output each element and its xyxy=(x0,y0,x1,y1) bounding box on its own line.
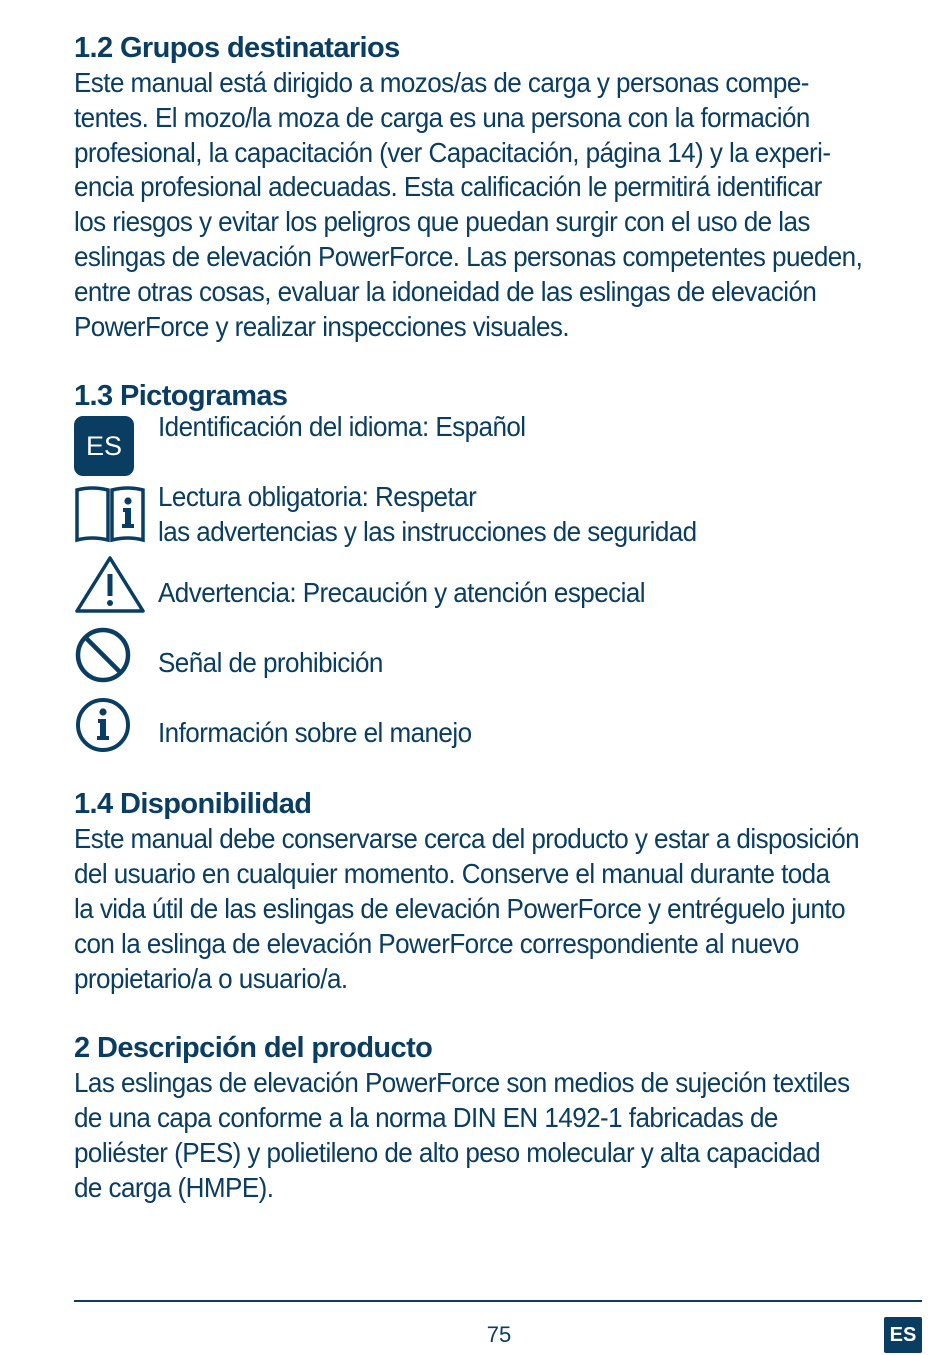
text-line: PowerForce y realizar inspecciones visuales. xyxy=(74,310,570,342)
pictogram-label xyxy=(158,716,472,751)
section-product-description xyxy=(74,1030,934,1205)
paragraph xyxy=(74,66,934,344)
text-line: entre otras cosas, evaluar la idoneidad de las eslingas de elevación xyxy=(74,275,817,307)
pictogram-row xyxy=(74,481,934,554)
section-heading: 1.4 Disponibilidad xyxy=(74,788,312,821)
text-line: propietario/a o usuario/a. xyxy=(74,962,348,994)
text-line: Este manual está dirigido a mozos/as de carga y personas compe- xyxy=(74,67,809,98)
text-line: tentes. El mozo/la moza de carga es una persona con la formación xyxy=(74,101,810,133)
text-line: Este manual debe conservarse cerca del producto y estar a disposición xyxy=(74,823,860,855)
section-heading: 1.3 Pictogramas xyxy=(74,380,288,413)
section-availability xyxy=(74,786,934,996)
text-line: Lectura obligatoria: Respetar xyxy=(158,481,477,513)
pictogram-label xyxy=(158,646,383,681)
pictogram-label xyxy=(158,576,645,611)
pictogram-label xyxy=(158,410,526,445)
text-line: Identificación del idioma: Español xyxy=(158,411,526,443)
paragraph xyxy=(74,1066,934,1205)
text-line: de carga (HMPE). xyxy=(74,1171,274,1203)
text-line: Información sobre el manejo xyxy=(158,717,472,749)
text-line: la vida útil de las eslingas de elevación PowerForce y entréguelo junto xyxy=(74,892,845,924)
section-heading: 1.2 Grupos destinatarios xyxy=(74,32,400,64)
info-circle-icon xyxy=(74,696,134,761)
language-es-badge-icon: ES xyxy=(74,416,134,476)
text-line: con la eslinga de elevación PowerForce correspondiente al nuevo xyxy=(74,927,799,959)
paragraph xyxy=(74,822,934,996)
section-heading: 2 Descripción del producto xyxy=(74,1032,433,1065)
page-content xyxy=(74,30,934,1240)
pictogram-row xyxy=(74,624,934,694)
section-target-groups xyxy=(74,30,934,344)
warning-triangle-icon xyxy=(74,554,146,619)
footer-divider xyxy=(74,1300,922,1302)
text-line: las advertencias y las instrucciones de seguridad xyxy=(158,516,697,548)
read-manual-icon xyxy=(74,484,146,551)
pictogram-row xyxy=(74,411,934,484)
text-line: profesional, la capacitación (ver Capacitación, página 14) y la experi- xyxy=(74,136,831,168)
text-line: Las eslingas de elevación PowerForce son medios de sujeción textiles xyxy=(74,1067,850,1099)
text-line: los riesgos y evitar los peligros que puedan surgir con el uso de las xyxy=(74,206,810,238)
pictogram-label xyxy=(158,480,697,550)
text-line: eslingas de elevación PowerForce. Las personas competentes pueden, xyxy=(74,240,863,272)
prohibition-icon xyxy=(74,626,134,691)
page-number: 75 xyxy=(486,1322,512,1347)
text-line: poliéster (PES) y polietileno de alto peso molecular y alta capacidad xyxy=(74,1136,821,1168)
language-tab-badge: ES xyxy=(884,1317,922,1353)
text-line: Señal de prohibición xyxy=(158,647,383,679)
text-line: Advertencia: Precaución y atención especial xyxy=(158,577,645,609)
text-line: del usuario en cualquier momento. Conserve el manual durante toda xyxy=(74,858,830,890)
text-line: encia profesional adecuadas. Esta calificación le permitirá identificar xyxy=(74,171,822,203)
pictogram-row xyxy=(74,554,934,624)
pictogram-row xyxy=(74,694,934,764)
section-pictograms xyxy=(74,378,934,764)
text-line: de una capa conforme a la norma DIN EN 1492-1 fabricadas de xyxy=(74,1102,778,1134)
